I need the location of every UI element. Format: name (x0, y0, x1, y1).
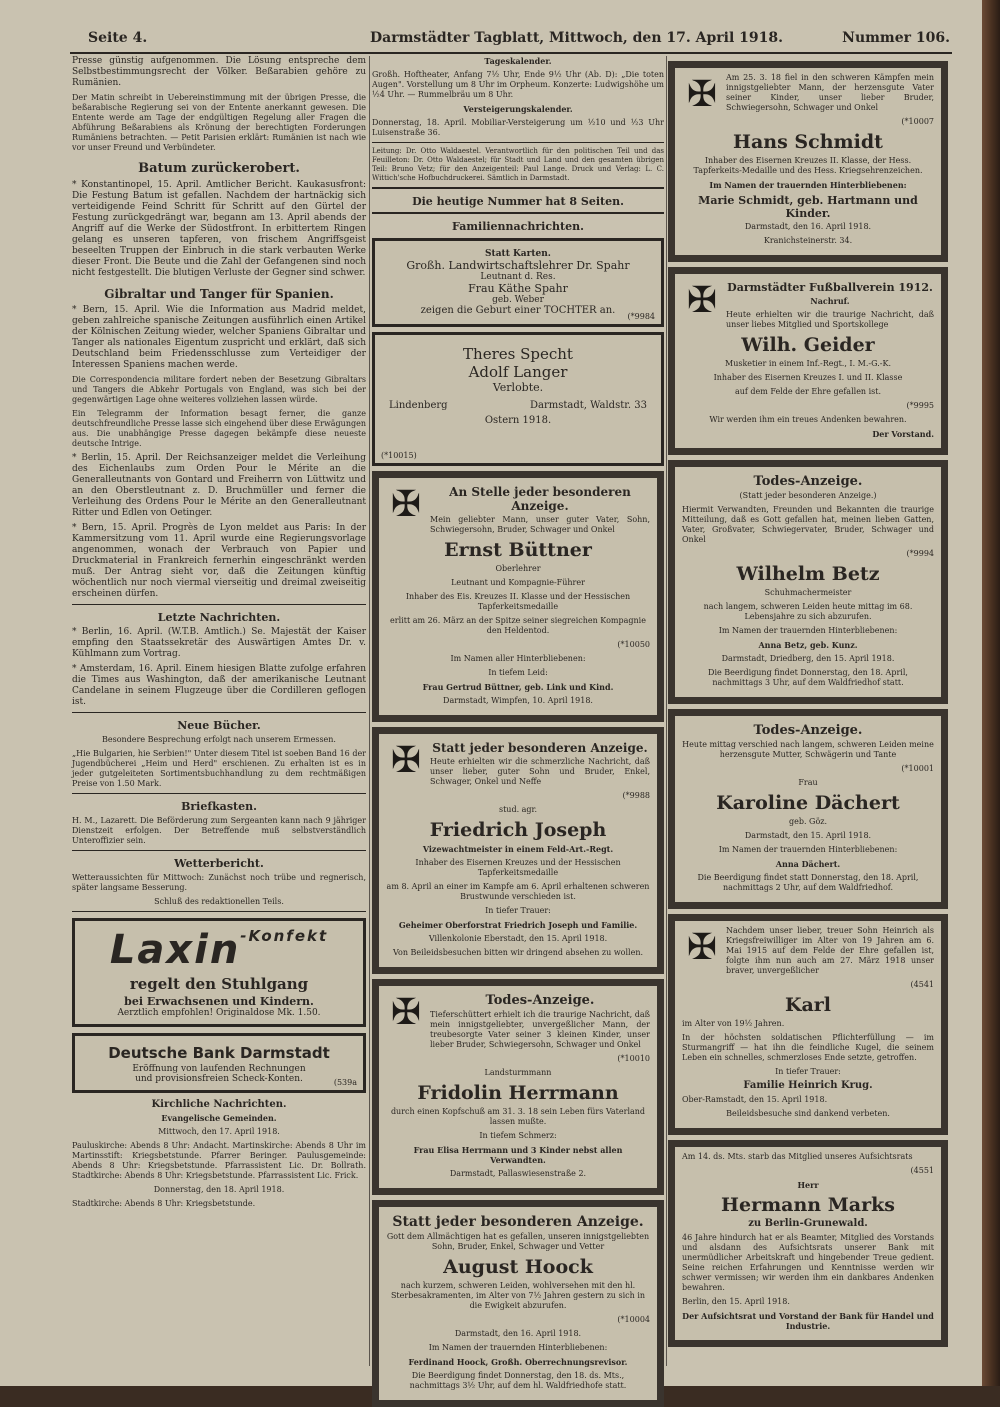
schluss-redaktion: Schluß des redaktionellen Teils. (154, 897, 284, 906)
iron-cross-icon: ✠ (686, 280, 718, 321)
geider-line-1: Musketier in einem Inf.-Regt., I. M.-G.-K. (725, 359, 891, 368)
buettner-line-1: Oberlehrer (495, 564, 541, 573)
buecher-subtitle: Besondere Besprechung erfolgt nach unserem Ermessen. (102, 735, 336, 744)
column-middle (372, 56, 664, 1390)
hoock-text: Gott dem Allmächtigen hat es gefallen, unseren innigstgeliebten Sohn, Bruder, Enkel, Schwager und Vetter (386, 1232, 650, 1251)
spahr-line-3: Frau Käthe Spahr (468, 282, 568, 295)
betz-head: Todes-Anzeige. (753, 474, 863, 489)
buettner-text: Mein geliebter Mann, unser guter Vater, Sohn, Schwiegersohn, Bruder, Schwager und Onkel (430, 515, 650, 534)
schmidt-line-5: Kranichsteinerstr. 34. (763, 236, 853, 245)
article-berlin: * Berlin, 15. April. Der Reichsanzeiger meldet die Verleihung des Eichenlaubs zum Orden Pour le Mérite an die Generalleutnants von Gontard und Freiherrn von Lüttwitz und an den Oberstleutnant z. D. Bruchmüller und ferner die Verleihung des Ordens Pour le Mérite an den Generalleutnant Ritter und Edlen von Oetinger. (72, 453, 366, 518)
betz-line-1: Schuhmachermeister (764, 588, 852, 597)
marks-pre: Herr (797, 1180, 819, 1190)
marks-line-3: Der Aufsichtsrat und Vorstand der Bank für Handel und Industrie. (682, 1311, 934, 1331)
article-matin: Der Matin schreibt in Uebereinstimmung mit der übrigen Presse, die beßarabische Regierung sei von der Entente anerkannt gewesen. Die Entente werde am Tage der endgültigen Regelung aller Fragen die Abführung Beßarabiens als Krönung der berechtigten Forderungen Rumäniens betrachten. — Petit Parisien erklärt: Rumänien ist nach wie vor unser Freund und Verbündeter. (72, 93, 366, 152)
joseph-line-5: Geheimer Oberforstrat Friedrich Joseph und Familie. (398, 920, 638, 930)
herrmann-head: Todes-Anzeige. (485, 993, 595, 1008)
article-intro: Presse günstig aufgenommen. Die Lösung entspreche dem Selbstbestimmungsrecht der Völker. Beßarabien gehöre zu Rumänien. (72, 56, 366, 88)
daechert-line-2: Darmstadt, den 15. April 1918. (744, 831, 872, 840)
geider-number: (*9995 (906, 401, 934, 410)
tageskalender-text: Großh. Hoftheater, Anfang 7½ Uhr, Ende 9½ Uhr (Ab. D): „Die toten Augen". Vorstellung um 8 Uhr im Orpheum. Konzerte: Ludwigshöhe um ½4 Uhr. — Rummelbräu um 8 Uhr. (372, 70, 664, 99)
iron-cross-icon: ✠ (390, 740, 422, 781)
kirch-date-2: Donnerstag, den 18. April 1918. (153, 1185, 285, 1194)
headline-letzte: Letzte Nachrichten. (157, 611, 281, 624)
headline-familien: Familiennachrichten. (452, 220, 584, 233)
herrmann-name: Fridolin Herrmann (417, 1082, 619, 1104)
buettner-line-8: Darmstadt, Wimpfen, 10. April 1918. (443, 696, 593, 705)
joseph-text: Heute erhielten wir die schmerzliche Nachricht, daß unser lieber, guter Sohn und Bruder, Enkel, Schwager, Onkel und Neffe (430, 757, 650, 786)
article-telegramm: Ein Telegramm der Information besagt ferner, die ganze deutschfreundliche Presse lasse sich eingehend über diese Erwägungen aus. Die unabhängige Presse dagegen bekämpfe diese neueste deutsche Intrige. (72, 409, 366, 448)
impressum: Leitung: Dr. Otto Waldaestel. Verantwortlich für den politischen Teil und das Feuilleton: Dr. Otto Waldaestel; für Stadt und Land und den gesamten übrigen Teil: Bruno Vetz; für den Anzeigenteil: Paul Lange. Druck und Verlag: L. C. Wittich'sche Hofbuchdruckerei. Sämtlich in Darmstadt. (372, 147, 664, 182)
notice-geider (668, 267, 948, 455)
iron-cross-icon: ✠ (686, 74, 718, 115)
buecher-text: „Hie Bulgarien, hie Serbien!" Unter diesem Titel ist soeben Band 16 der Jugendbücherei „Heim und Herd" erschienen. Zu erhalten ist es in jeder gutgeleiteten Sortimentsbuchhandlung zu dem rechtmäßigen Preise von 1.50 Mark. (72, 749, 366, 788)
laxin-line-2: bei Erwachsenen und Kindern. (124, 995, 314, 1008)
geider-line-3: auf dem Felde der Ehre gefallen ist. (734, 387, 882, 396)
hoock-head: Statt jeder besonderen Anzeige. (392, 1214, 644, 1230)
column-divider (369, 56, 370, 1366)
schmidt-line-3: Marie Schmidt, geb. Hartmann und Kinder. (698, 194, 918, 220)
betz-line-5: Darmstadt, Driedberg, den 15. April 1918. (721, 654, 895, 663)
newspaper-title: Darmstädter Tagblatt, Mittwoch, den 17. April 1918. (370, 30, 783, 46)
notice-joseph (372, 727, 664, 974)
ad-deutsche-bank (72, 1033, 366, 1093)
divider (72, 911, 366, 912)
notice-buettner (372, 471, 664, 722)
joseph-pre: stud. agr. (498, 805, 538, 814)
iron-cross-icon: ✠ (686, 927, 718, 968)
letzte-item-2: * Amsterdam, 16. April. Einem hiesigen Blatte zufolge erfahren die Times aus Washington, daß der amerikanische Leutnant Candelane in seinem Flugzeuge über die Cordilleren geflogen ist. (72, 664, 366, 707)
karl-line-2: In der höchsten soldatischen Pflichterfüllung — im Sturmangriff — hat ihn die feindliche Kugel, die seinem Leben ein schnelles, schmerzloses Ende setzte, getroffen. (682, 1033, 934, 1062)
notice-hoock (372, 1200, 664, 1407)
bank-line-2: und provisionsfreien Scheck-Konten. (135, 1074, 303, 1084)
tageskalender-title: Tageskalender. (484, 56, 552, 66)
schmidt-text: Am 25. 3. 18 fiel in den schweren Kämpfen mein innigstgeliebter Mann, der herzensgute Vater seiner Kinder, unser lieber Bruder, Schwiegersohn, Schwager und Onkel (726, 73, 934, 112)
hoock-name: August Hoock (443, 1256, 593, 1278)
headline-kirchlich: Kirchliche Nachrichten. (151, 1099, 287, 1110)
specht-number: (*10015) (381, 451, 417, 460)
betz-sub: (Statt jeder besonderen Anzeige.) (739, 491, 877, 500)
kirch-text-2: Stadtkirche: Abends 8 Uhr: Kriegsbetstunde. (72, 1199, 256, 1208)
spahr-line-2: Leutnant d. Res. (480, 272, 556, 282)
herrmann-number: (*10010 (617, 1054, 650, 1063)
hoock-line-5: Die Beerdigung findet Donnerstag, den 18. ds. Mts., nachmittags 3½ Uhr, auf dem hl. Waldfriedhofe statt. (409, 1371, 627, 1390)
karl-name: Karl (784, 994, 832, 1016)
daechert-line-1: geb. Göz. (788, 817, 828, 826)
divider (72, 712, 366, 713)
buettner-line-5: Im Namen aller Hinterbliebenen: (450, 654, 586, 663)
divider (372, 142, 664, 143)
article-correspondencia: Die Correspondencia militare fordert neben der Besetzung Gibraltars und Tangers die Abkehr Portugals von England, was sich bei der gegenwärtigen Lage ohne weiteres vollziehen lassen würde. (72, 375, 366, 404)
karl-line-1: im Alter von 19½ Jahren. (682, 1019, 785, 1028)
hoock-line-2: Darmstadt, den 16. April 1918. (454, 1329, 582, 1338)
notice-daechert (668, 709, 948, 909)
marks-number: (4551 (910, 1166, 934, 1175)
spahr-number: (*9984 (627, 312, 655, 321)
divider (72, 793, 366, 794)
hoock-line-3: Im Namen der trauernden Hinterbliebenen: (428, 1343, 608, 1352)
header-rule (70, 52, 952, 54)
hoock-line-4: Ferdinand Hoock, Großh. Oberrechnungsrevisor. (408, 1357, 628, 1367)
buettner-number: (*10050 (617, 640, 650, 649)
divider (72, 604, 366, 605)
laxin-logo: Laxin$^{-Konfekt}$ (109, 927, 329, 973)
kirch-date: Mittwoch, den 17. April 1918. (158, 1127, 280, 1136)
specht-line-2: Adolf Langer (468, 363, 568, 381)
herrmann-text: Tieferschüttert erhielt ich die traurige Nachricht, daß mein innigstgeliebter, unvergeßlicher Mann, der treubesorgte Vater seiner 3 kleinen Kinder, unser lieber Bruder, Schwiegersohn, Schwager und Onkel (430, 1010, 650, 1049)
daechert-pre: Frau (798, 778, 818, 787)
schmidt-line-1: Inhaber des Eisernen Kreuzes II. Klasse, der Hess. Tapferkeits-Medaille und des Hess. Kriegsehrenzeichen. (693, 156, 923, 175)
daechert-number: (*10001 (901, 764, 934, 773)
column-right (668, 56, 948, 1376)
specht-date: Ostern 1918. (484, 415, 552, 426)
daechert-line-5: Die Beerdigung findet statt Donnerstag, den 18. April, nachmittags 2 Uhr, auf dem Waldfriedhof. (697, 873, 919, 892)
notice-betz (668, 460, 948, 704)
joseph-line-7: Von Beileidsbesuchen bitten wir dringend absehen zu wollen. (392, 948, 644, 957)
geider-line-4: Wir werden ihm ein treues Andenken bewahren. (709, 415, 907, 424)
briefkasten-text: H. M., Lazarett. Die Beförderung zum Sergeanten kann nach 9 jähriger Dienstzeit erfolgen. Der Betreffende muß selbstverständlich Unteroffizier sein. (72, 816, 366, 845)
geider-head: Darmstädter Fußballverein 1912. (727, 281, 933, 294)
marks-name: Hermann Marks (721, 1194, 895, 1216)
buettner-line-7: Frau Gertrud Büttner, geb. Link und Kind. (422, 682, 614, 692)
notice-spahr (372, 238, 664, 327)
laxin-line-1: regelt den Stuhlgang (129, 975, 309, 993)
geider-name: Wilh. Geider (741, 334, 875, 356)
versteigerung-text: Donnerstag, 18. April. Mobiliar-Versteigerung um ½10 und ½3 Uhr Luisenstraße 36. (372, 118, 664, 137)
wetter-text: Wetteraussichten für Mittwoch: Zunächst noch trübe und regnerisch, später langsame Besserung. (72, 873, 366, 892)
bank-ad-number: (539a (333, 1078, 357, 1087)
herrmann-line-2: In tiefem Schmerz: (479, 1131, 557, 1140)
betz-line-2: nach langem, schweren Leiden heute mittag im 68. Lebensjahre zu sich abzurufen. (703, 602, 913, 621)
joseph-line-2: Inhaber des Eisernen Kreuzes und der Hessischen Tapferkeitsmedaille (415, 858, 621, 877)
betz-number: (*9994 (906, 549, 934, 558)
hoock-number: (*10004 (617, 1315, 650, 1324)
spahr-line-5: zeigen die Geburt einer TOCHTER an. (420, 305, 616, 316)
column-left (72, 56, 366, 1376)
marks-line-1: 46 Jahre hindurch hat er als Beamter, Mitglied des Vorstands und alsdann des Aufsichtsrats unserer Bank mit unermüdlicher Arbeitskraft und hingebender Treue gedient. Seine reichen Erfahrungen und Kenntnisse werden wir schwer vermissen; wir werden ihm ein dankbares Andenken bewahren. (682, 1233, 934, 1292)
ad-laxin (72, 918, 366, 1027)
herrmann-line-4: Darmstadt, Pallaswiesenstraße 2. (449, 1169, 587, 1178)
joseph-head: Statt jeder besonderen Anzeige. (432, 741, 648, 755)
geider-line-5: Der Vorstand. (872, 429, 934, 439)
joseph-line-1: Vizewachtmeister in einem Feld-Art.-Regt. (422, 844, 614, 854)
laxin-line-3: Aerztlich empfohlen! Originaldose Mk. 1.50. (117, 1008, 321, 1018)
geider-text: Heute erhielten wir die traurige Nachricht, daß unser liebes Mitglied und Sportskollege (726, 310, 934, 329)
karl-line-4: Familie Heinrich Krug. (743, 1080, 873, 1091)
schmidt-name: Hans Schmidt (733, 131, 883, 153)
schmidt-line-2: Im Namen der trauernden Hinterbliebenen: (709, 180, 907, 190)
karl-text: Nachdem unser lieber, treuer Sohn Heinrich als Kriegsfreiwilliger im Alter von 19 Jahren am 6. Mai 1915 auf dem Felde der Ehre gefallen ist, folgte ihm nun auch am 27. März 1918 unser braver, unvergeßlicher (726, 926, 934, 975)
issue-pages-note: Die heutige Nummer hat 8 Seiten. (412, 195, 624, 208)
headline-batum: Batum zurückerobert. (138, 161, 300, 176)
spahr-line-1: Großh. Landwirtschaftslehrer Dr. Spahr (406, 259, 630, 272)
betz-line-4: Anna Betz, geb. Kunz. (758, 640, 858, 650)
marks-sub: zu Berlin-Grunewald. (748, 1218, 868, 1229)
article-batum: * Konstantinopel, 15. April. Amtlicher Bericht. Kaukasusfront: Die Festung Batum ist gefallen. Nachdem der hartnäckig sich verteidigende Feind Schritt für Schritt auf den Gürtel der Festung zurückgedrängt war, begann am 13. April abends der Angriff auf die Werke der Südostfront. In erbittertem Ringen gelang es unseren tapferen, von frischem Angriffsgeist beseelten Truppen der Einbruch in die stark verbauten Werke dieser Front. Die Beute und die Zahl der Gefangenen sind noch nicht festgestellt. Die blutigen Verluste der Gegner sind schwer. (72, 180, 366, 278)
daechert-head: Todes-Anzeige. (753, 723, 863, 738)
kirch-subtitle: Evangelische Gemeinden. (161, 1113, 277, 1123)
schmidt-line-4: Darmstadt, den 16. April 1918. (744, 222, 872, 231)
karl-line-6: Beileidsbesuche sind dankend verbeten. (726, 1109, 890, 1118)
kirch-text: Pauluskirche: Abends 8 Uhr: Andacht. Martinskirche: Abends 8 Uhr im Martinsstift: Kriegsbetstunde. Pfarrer Beringer. Paulusgemeinde: Abends 8 Uhr: Kriegsbetstunde. Pfarrassistent Lic. Dr. Bollrath. Stadtkirche: Abends 8 Uhr: Kriegsbetstunde. Pfarrassistent Lic. Frick. (72, 1141, 366, 1180)
book-spine (982, 0, 1000, 1386)
iron-cross-icon: ✠ (390, 992, 422, 1033)
divider (372, 187, 664, 189)
karl-number: (4541 (910, 980, 934, 989)
column-divider (666, 56, 667, 1366)
divider (372, 212, 664, 214)
hoock-line-1: nach kurzem, schweren Leiden, wohlversehen mit den hl. Sterbesakramenten, im Alter von 7½ Jahren gestern zu sich in die Ewigkeit abzurufen. (390, 1281, 646, 1310)
spahr-head: Statt Karten. (485, 249, 551, 259)
divider (72, 850, 366, 851)
specht-line-1: Theres Specht (463, 345, 573, 363)
bank-name: Deutsche Bank Darmstadt (108, 1044, 330, 1062)
geider-line-2: Inhaber des Eisernen Kreuzes I. und II. Klasse (713, 373, 903, 382)
letzte-item-1: * Berlin, 16. April. (W.T.B. Amtlich.) Se. Majestät der Kaiser empfing den Staatssekretär des Auswärtigen Amtes Dr. v. Kühlmann zum Vortrag. (72, 627, 366, 659)
headline-gibraltar: Gibraltar und Tanger für Spanien. (104, 287, 334, 301)
joseph-line-4: In tiefer Trauer: (485, 906, 551, 915)
marks-line-2: Berlin, den 15. April 1918. (682, 1297, 790, 1306)
iron-cross-icon: ✠ (390, 484, 422, 525)
karl-line-5: Ober-Ramstadt, den 15. April 1918. (682, 1095, 828, 1104)
specht-places: Lindenberg Darmstadt, Waldstr. 33 (389, 400, 647, 411)
betz-line-6: Die Beerdigung findet Donnerstag, den 18. April, nachmittags 3 Uhr, auf dem Waldfriedhof statt. (708, 668, 908, 687)
notice-marks (668, 1140, 948, 1347)
headline-buecher: Neue Bücher. (177, 719, 261, 732)
specht-line-3: Verlobte. (492, 381, 544, 394)
article-gibraltar: * Bern, 15. April. Wie die Information aus Madrid meldet, geben zahlreiche spanische Zeitungen ausführlich einen Artikel der Kölnischen Zeitung wieder, welcher Spaniens Gibraltar und Tanger als nationales Eigentum zuspricht und erklärt, daß sich Deutschland beim Friedensschlusse zum Verteidiger der Interessen Spaniens machen werde. (72, 305, 366, 370)
page-header (70, 30, 950, 52)
buettner-line-3: Inhaber des Eis. Kreuzes II. Klasse und der Hessischen Tapferkeitsmedaille (405, 592, 631, 611)
betz-line-3: Im Namen der trauernden Hinterbliebenen: (718, 626, 898, 635)
issue-number: Nummer 106. (842, 30, 950, 46)
betz-name: Wilhelm Betz (736, 563, 880, 585)
karl-line-3: In tiefer Trauer: (775, 1067, 841, 1076)
daechert-name: Karoline Dächert (716, 792, 900, 814)
joseph-name: Friedrich Joseph (429, 819, 607, 841)
notice-herrmann (372, 979, 664, 1195)
marks-text: Am 14. ds. Mts. starb das Mitglied unseres Aufsichtsrats (682, 1152, 913, 1161)
page-number: Seite 4. (88, 30, 148, 46)
herrmann-line-1: durch einen Kopfschuß am 31. 3. 18 sein Leben fürs Vaterland lassen mußte. (390, 1107, 646, 1126)
versteigerung-title: Versteigerungskalender. (463, 104, 573, 114)
geider-sub: Nachruf. (810, 296, 850, 306)
notice-specht (372, 332, 664, 466)
schmidt-number: (*10007 (901, 117, 934, 126)
buettner-line-4: erlitt am 26. März an der Spitze seiner siegreichen Kompagnie den Heldentod. (390, 616, 646, 635)
daechert-line-4: Anna Dächert. (775, 859, 841, 869)
joseph-line-6: Villenkolonie Eberstadt, den 15. April 1918. (428, 934, 608, 943)
spahr-line-4: geb. Weber (492, 295, 544, 305)
buettner-line-6: In tiefem Leid: (488, 668, 548, 677)
bank-line-1: Eröffnung von laufenden Rechnungen (132, 1064, 306, 1074)
notice-karl (668, 914, 948, 1135)
buettner-name: Ernst Büttner (444, 539, 592, 561)
herrmann-line-3: Frau Elisa Herrmann und 3 Kinder nebst allen Verwandten. (413, 1145, 623, 1165)
daechert-text: Heute mittag verschied nach langem, schweren Leiden meine herzensgute Mutter, Schwägerin und Tante (682, 740, 934, 759)
herrmann-pre: Landsturmmann (484, 1068, 552, 1077)
buettner-line-2: Leutnant und Kompagnie-Führer (451, 578, 585, 587)
article-bern: * Bern, 15. April. Progrès de Lyon meldet aus Paris: In der Kammersitzung vom 11. April wurde eine Regierungsvorlage angenommen, wonach der Verbrauch von Papier und Druckmaterial in Frankreich fernerhin eingeschränkt werden muß. Der Antrag sieht vor, daß die Zeitungen künftig wöchentlich nur noch viermal vierseitig und dreimal zweiseitig erscheinen dürfen. (72, 523, 366, 599)
headline-wetter: Wetterbericht. (174, 857, 264, 870)
betz-text: Hiermit Verwandten, Freunden und Bekannten die traurige Mitteilung, daß es Gott gefallen hat, meinen lieben Gatten, Vater, Großvater, Schwiegervater, Bruder, Schwager und Onkel (682, 505, 934, 544)
joseph-number: (*9988 (622, 791, 650, 800)
notice-schmidt (668, 61, 948, 262)
daechert-line-3: Im Namen der trauernden Hinterbliebenen: (718, 845, 898, 854)
buettner-head: An Stelle jeder besonderen Anzeige. (449, 485, 631, 513)
joseph-line-3: am 8. April an einer im Kampfe am 6. April erhaltenen schweren Brustwunde verschieden ist. (386, 882, 650, 901)
headline-briefkasten: Briefkasten. (181, 800, 257, 813)
